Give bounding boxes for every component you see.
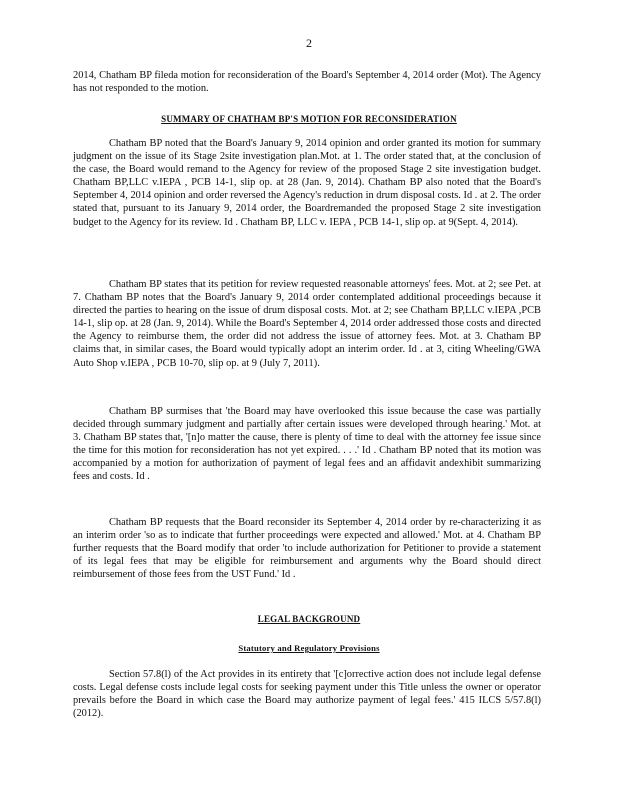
paragraph-overlooked: Chatham BP surmises that 'the Board may have overlooked this issue because the case was partially decided through summary judgment and partially after certain issues were developed through hearing.' Mot. at 3. Chatham BP states that, '[n]o matter the cause, there is plenty of time to deal with the attorney fee issue since the time for this motion for reconsideration has not yet expired. . . .' Id . Chatham BP noted that its motion was accompanied by a motion for authorization of payment of legal fees and an affidavit andexhibit summarizing fees and costs. Id . — [73, 406, 541, 483]
heading-statutory-provisions: Statutory and Regulatory Provisions — [238, 643, 380, 653]
heading-motion-summary: SUMMARY OF CHATHAM BP'S MOTION FOR RECONSIDERATION — [161, 114, 457, 124]
paragraph-section-57-8: Section 57.8(l) of the Act provides in its entirety that '[c]orrective action does not include legal defense costs. Legal defense costs include legal costs for seeking payment under this Title unless the owner or operator prevails before the Board in which case the Board may authorize payment of legal fees.' 415 ILCS 5/57.8(l) (2012). — [73, 669, 541, 720]
heading-legal-background: LEGAL BACKGROUND — [257, 614, 361, 624]
paragraph-intro: 2014, Chatham BP fileda motion for reconsideration of the Board's September 4, 2014 order (Mot). The Agency has not responded to the motion. — [73, 70, 541, 95]
paragraph-attorney-fees: Chatham BP states that its petition for review requested reasonable attorneys' fees. Mot. at 2; see Pet. at 7. Chatham BP notes that the Board's January 9, 2014 order contemplated additional proceedings because it directed the parties to hearing on the issue of drum disposal costs. Mot. at 2; see Chatham BP,LLC v.IEPA ,PCB 14-1, slip op. at 28 (Jan. 9, 2014). While the Board's September 4, 2014 order addressed those costs and directed the Agency to reimburse them, the order did not address the issue of attorney fees. Mot. at 3. Chatham BP claims that, in similar cases, the Board would typically adopt an interim order. Id . at 3, citing Wheeling/GWA Auto Shop v.IEPA , PCB 10-70, slip op. at 9 (July 7, 2011). — [73, 279, 541, 369]
paragraph-request: Chatham BP requests that the Board reconsider its September 4, 2014 order by re-characterizing it as an interim order 'so as to indicate that further proceedings were expected and allowed.' Mot. at 4. Chatham BP further requests that the Board modify that order 'to include authorization for Petitioner to provide a statement of its legal fees that may be eligible for reimbursement and arguments why the Board should direct reimbursement of those fees from the UST Fund.' Id . — [73, 517, 541, 581]
page-number: 2 — [306, 36, 312, 50]
paragraph-prior-orders: Chatham BP noted that the Board's January 9, 2014 opinion and order granted its motion for summary judgment on the issue of its Stage 2site investigation plan.Mot. at 1. The order stated that, at the conclusion of the case, the Board would remand to the Agency for review of the proposed Stage 2 site investigation budget. Chatham BP,LLC v.IEPA , PCB 14-1, slip op. at 28 (Jan. 9, 2014). Chatham BP also noted that the Board's September 4, 2014 opinion and order reversed the Agency's reduction in drum disposal costs. Id . at 2. The order stated that, pursuant to its January 9, 2014 order, the Boardremanded the proposed Stage 2 site investigation budget to the Agency for its review. Id . Chatham BP, LLC v. IEPA , PCB 14-1, slip op. at 9(Sept. 4, 2014). — [73, 138, 541, 228]
